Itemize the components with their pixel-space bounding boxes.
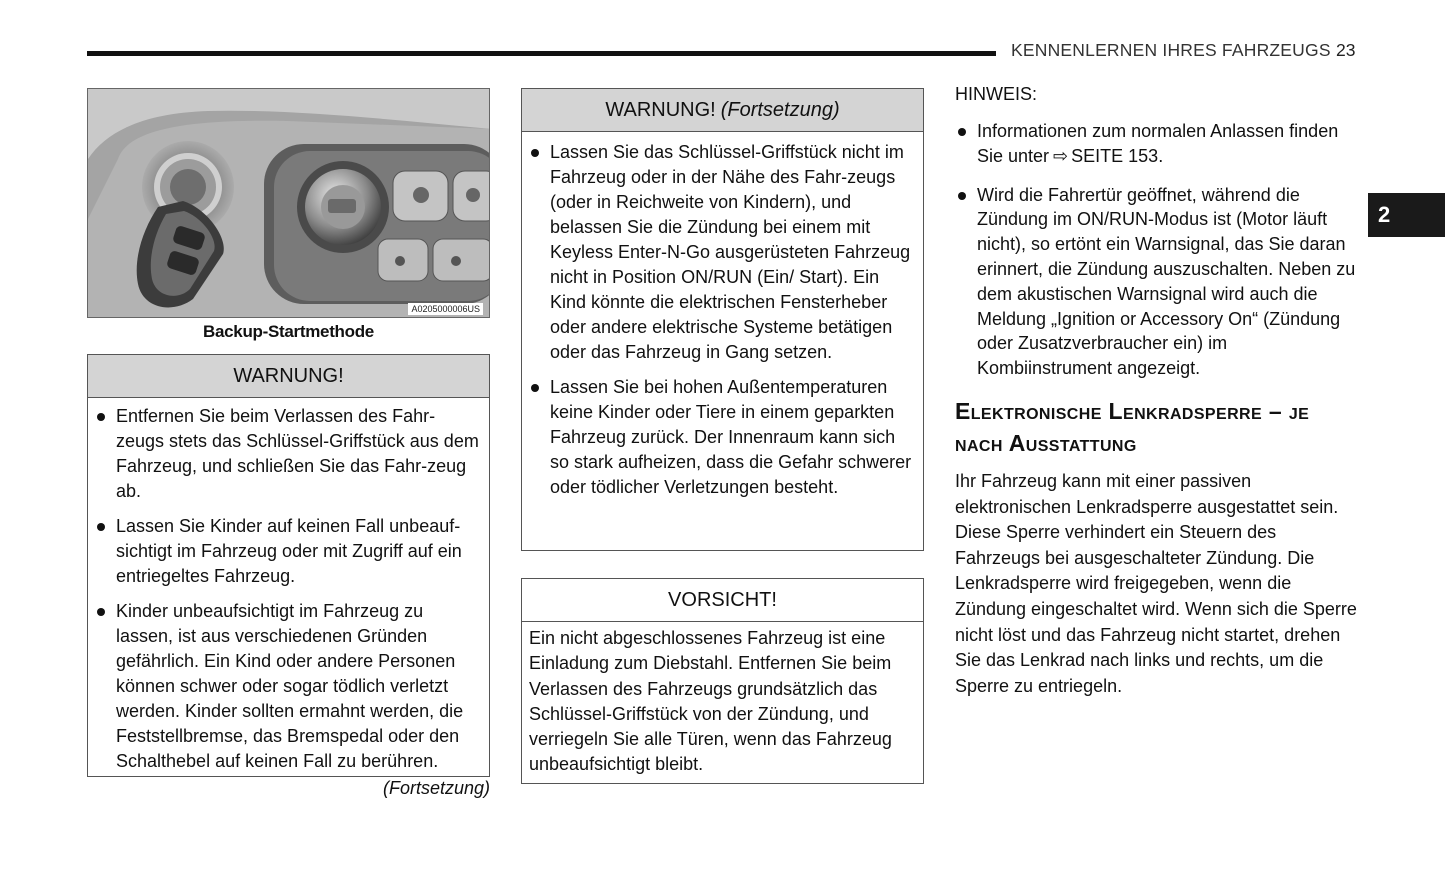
continued-note: (Fortsetzung)	[382, 778, 490, 798]
warning-heading-text: WARNUNG!	[233, 364, 344, 387]
note-item-text: Informationen zum normalen Anlassen finden Sie unter	[977, 121, 1339, 166]
warning-item: Lassen Sie das Schlüssel-Griffstück nicht im Fahrzeug oder in der Nähe des Fahr-zeugs (oder in Reichweite von Kindern), und belassen Sie die Zündung bei einem mit Keyless Enter-N-Go ausgerüsteten Fahrzeug nicht in Position ON/RUN (Ein/ Start). Ein Kind könnte die elektrischen Fensterheber oder andere elektrische Systeme betätigen oder das Fahrzeug in Gang setzen.	[522, 140, 917, 365]
note-item: Wird die Fahrertür geöffnet, während die Zündung im ON/RUN-Modus ist (Motor läuft nicht), so ertönt ein Warnsignal, das Sie daran erinnert, die Zündung auszuschalten. Neben zu dem akustischen Warnsignal wird auch die Meldung „Ignition or Accessory On“ (Zündung oder Zusatzverbraucher ein) im Kombiinstrument angezeigt.	[955, 183, 1360, 381]
section-body: Ihr Fahrzeug kann mit einer passiven elektronischen Lenkradsperre ausgestattet sein. Diese Sperre verhindert ein Steuern des Fahrzeugs bei ausgeschalteter Zündung. Die Lenkradsperre wird freigegeben, wenn die Zündung eingeschaltet wird. Wenn sich die Sperre nicht löst und das Fahrzeug nicht startet, drehen Sie das Lenkrad nach links und rechts, um die Sperre zu entriegeln.	[955, 470, 1357, 696]
caution-text: Ein nicht abgeschlossenes Fahrzeug ist eine Einladung zum Diebstahl. Entfernen Sie beim Verlassen des Fahrzeugs grundsätzlich das Schlüssel-Griffstück von der Zündung, und verriegeln Sie alle Türen, wenn das Fahrzeug unbeaufsichtigt bleibt.	[529, 628, 892, 775]
warning-box	[87, 354, 490, 777]
warning-heading	[88, 355, 489, 398]
note-title: HINWEIS:	[955, 84, 1038, 104]
page-number: 23	[1336, 40, 1356, 60]
warning-continued-suffix: (Fortsetzung)	[720, 98, 840, 121]
warning-continued-list	[522, 132, 923, 500]
caution-box	[521, 578, 924, 784]
note-item	[955, 119, 1360, 169]
warning-item: Kinder unbeaufsichtigt im Fahrzeug zu lassen, ist aus verschiedenen Gründen gefährlich. Ein Kind oder andere Personen können schwer oder sogar tödlich verletzt werden. Kinder sollten ermahnt werden, die Feststellbremse, das Bremspedal oder den Schalthebel auf keinen Fall zu berühren.	[88, 599, 483, 774]
caution-heading-text: VORSICHT!	[668, 588, 777, 611]
figure-caption: Backup-Startmethode	[203, 322, 374, 341]
warning-continued-heading-text: WARNUNG!	[605, 98, 716, 121]
chapter-tab	[1368, 193, 1445, 237]
warning-continued-box	[521, 88, 924, 551]
right-column	[955, 84, 1360, 699]
page-ref-arrow-icon: ⇨	[1053, 145, 1069, 166]
figure-code: A0205000006US	[408, 303, 483, 315]
page-reference-link[interactable]: SEITE 153.	[1071, 145, 1164, 166]
header-rule	[87, 51, 996, 56]
backup-start-photo	[87, 88, 490, 318]
warning-item: Lassen Sie bei hohen Außentemperaturen keine Kinder oder Tiere in einem geparkten Fahrzeug zurück. Der Innenraum kann sich so stark aufheizen, dass die Gefahr schwerer oder tödlicher Verletzungen besteht.	[522, 375, 917, 500]
page-header-title: KENNENLERNEN IHRES FAHRZEUGS	[1011, 40, 1331, 60]
chapter-number: 2	[1378, 202, 1391, 227]
caution-heading	[522, 579, 923, 622]
note-list	[955, 119, 1360, 381]
section-heading: Elektronische Lenkradsperre – je nach Ausstattung	[955, 397, 1310, 456]
dashboard-key-fob-illustration	[88, 89, 490, 318]
warning-item: Lassen Sie Kinder auf keinen Fall unbeauf-sichtigt im Fahrzeug oder mit Zugriff auf ein entriegeltes Fahrzeug.	[88, 514, 483, 589]
warning-list	[88, 398, 489, 774]
warning-continued-heading	[522, 89, 923, 132]
warning-item: Entfernen Sie beim Verlassen des Fahr-zeugs stets das Schlüssel-Griffstück aus dem Fahrzeug, und schließen Sie das Fahr-zeug ab.	[88, 404, 483, 504]
